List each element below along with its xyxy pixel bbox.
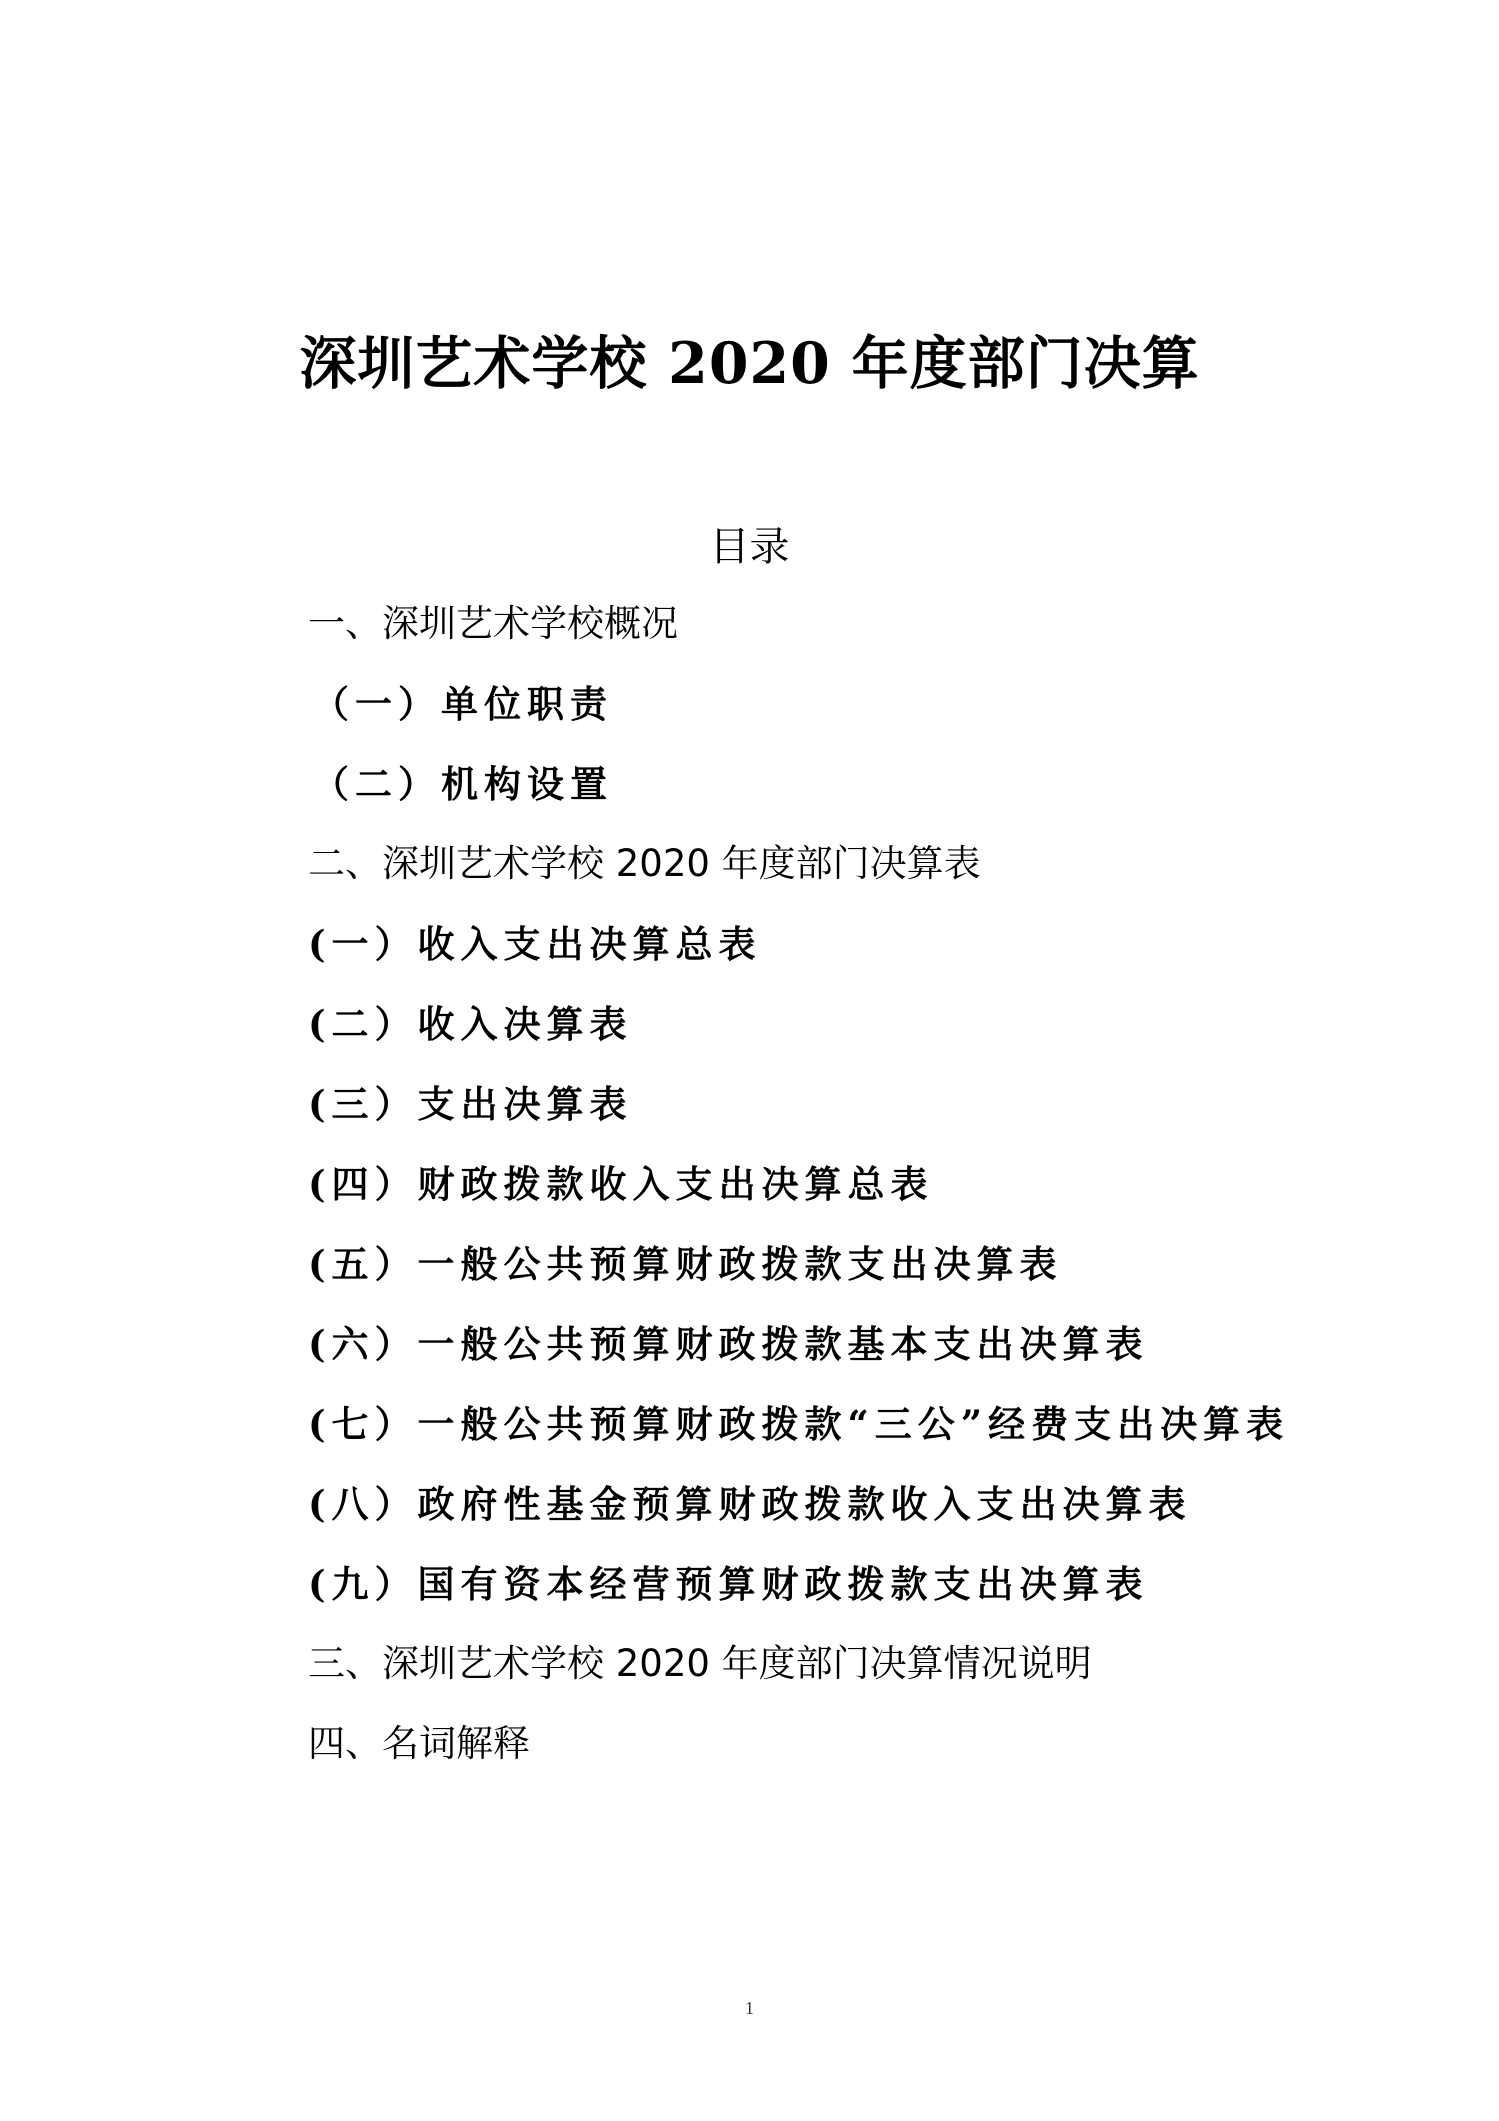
- toc-item-2-6: (六）一般公共预算财政拨款基本支出决算表: [308, 1322, 1149, 1366]
- toc-heading: 目录: [709, 524, 790, 570]
- toc-item-2-9: (九）国有资本经营预算财政拨款支出决算表: [308, 1562, 1149, 1606]
- toc-item-2-5: (五）一般公共预算财政拨款支出决算表: [308, 1242, 1063, 1286]
- toc-item-section-3: 三、深圳艺术学校 2020 年度部门决算情况说明: [308, 1642, 1092, 1685]
- page-number: 1: [745, 1998, 754, 2018]
- toc-item-2-1: (一）收入支出决算总表: [308, 922, 762, 966]
- toc-item-section-1: 一、深圳艺术学校概况: [308, 602, 678, 645]
- toc-item-1-2: （二）机构设置: [312, 762, 613, 806]
- toc-item-1-1: （一）单位职责: [312, 682, 613, 726]
- toc-item-section-4: 四、名词解释: [308, 1722, 530, 1765]
- toc-item-2-7: (七）一般公共预算财政拨款“三公”经费支出决算表: [308, 1402, 1290, 1446]
- toc-item-2-8: (八）政府性基金预算财政拨款收入支出决算表: [308, 1482, 1192, 1526]
- toc-item-2-4: (四）财政拨款收入支出决算总表: [308, 1162, 934, 1206]
- toc-item-section-2: 二、深圳艺术学校 2020 年度部门决算表: [308, 842, 981, 885]
- document-title: 深圳艺术学校 2020 年度部门决算: [299, 330, 1200, 397]
- toc-item-2-2: (二）收入决算表: [308, 1002, 633, 1046]
- toc-item-2-3: (三）支出决算表: [308, 1082, 633, 1126]
